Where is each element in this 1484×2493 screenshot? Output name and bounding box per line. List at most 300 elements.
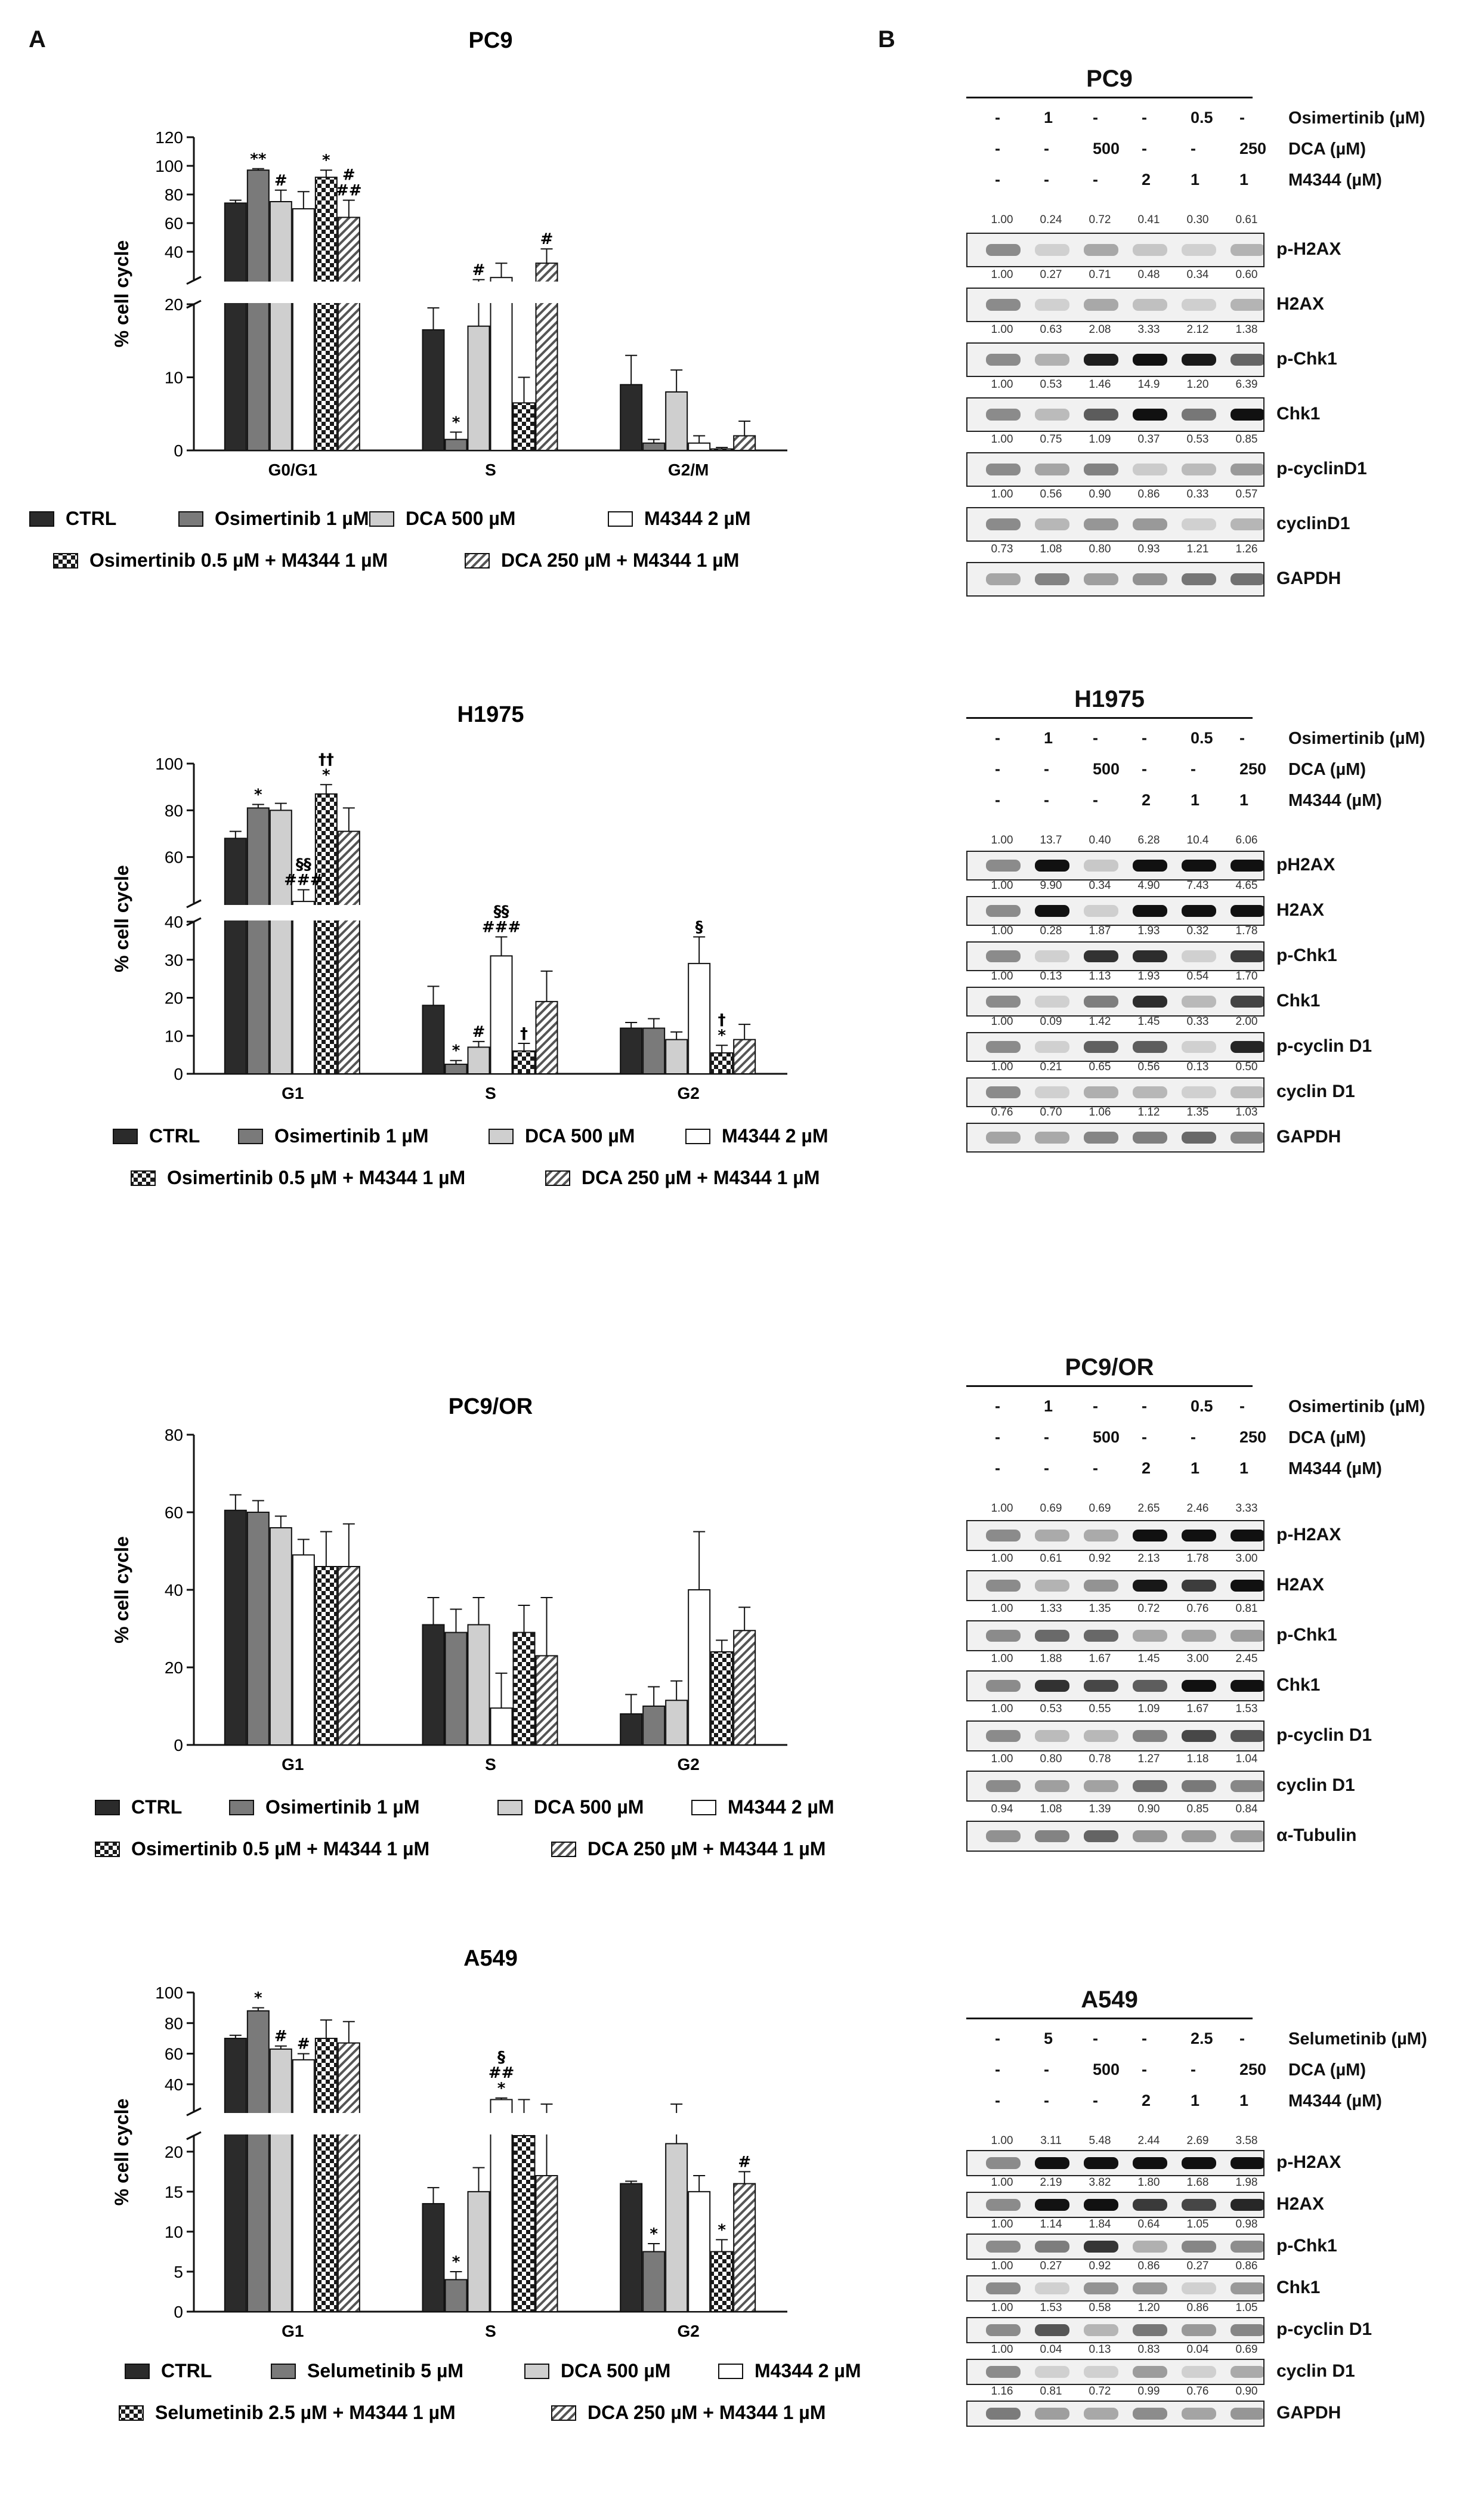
y-tick-label: 20 xyxy=(164,295,183,314)
y-tick-label: 20 xyxy=(164,988,183,1008)
legend-label: DCA 250 µM + M4344 1 µM xyxy=(588,2402,826,2423)
quantification-value: 1.00 xyxy=(991,2260,1013,2272)
blot-band xyxy=(986,905,1021,917)
treatment-name: Osimertinib (µM) xyxy=(1288,1397,1426,1416)
treatment-value: - xyxy=(1142,140,1147,157)
blot-band xyxy=(1182,996,1216,1008)
quantification-value: 1.16 xyxy=(991,2385,1013,2398)
treatment-value: 500 xyxy=(1093,760,1120,778)
treatment-value: - xyxy=(1191,1428,1196,1446)
blot-band xyxy=(986,573,1021,585)
bar-chart-2 xyxy=(95,1394,834,1859)
blot-title-underline xyxy=(966,1385,1253,1387)
significance-marker: # xyxy=(738,2153,752,2171)
bar xyxy=(734,1630,755,1745)
blot-band xyxy=(986,1580,1021,1592)
quantification-value: 0.27 xyxy=(1186,2260,1209,2272)
significance-marker: * xyxy=(718,1027,726,1045)
treatment-value: - xyxy=(995,140,1000,157)
blot-band xyxy=(1084,860,1118,872)
legend-label: Osimertinib 1 µM xyxy=(265,1796,420,1818)
blot-title: PC9 xyxy=(1086,66,1133,92)
bar xyxy=(620,385,642,450)
quantification-value: 1.05 xyxy=(1235,2302,1258,2314)
treatment-name: M4344 (µM) xyxy=(1288,2092,1382,2111)
bar xyxy=(734,2183,755,2312)
treatment-value: - xyxy=(1239,1397,1245,1415)
legend-swatch xyxy=(179,512,203,526)
blot-band xyxy=(1182,2241,1216,2253)
quantification-value: 1.00 xyxy=(991,2218,1013,2231)
y-tick-label: 80 xyxy=(164,2014,183,2033)
treatment-name: DCA (µM) xyxy=(1288,1428,1366,1447)
y-tick-label: 0 xyxy=(174,2303,183,2321)
significance-marker: # xyxy=(540,230,554,249)
treatment-value: - xyxy=(1191,140,1196,157)
legend-label: CTRL xyxy=(149,1125,200,1147)
y-tick-label: 0 xyxy=(174,441,183,460)
y-tick-label: 30 xyxy=(164,950,183,969)
quantification-value: 0.33 xyxy=(1186,1015,1209,1028)
treatment-value: 2.5 xyxy=(1191,2029,1213,2047)
quantification-value: 1.20 xyxy=(1137,2302,1160,2314)
bar xyxy=(338,832,360,1074)
blot-band xyxy=(986,1530,1021,1541)
quantification-value: 1.00 xyxy=(991,268,1013,281)
blot-band xyxy=(1035,860,1069,872)
blot-band xyxy=(1035,299,1069,311)
blot-band xyxy=(986,299,1021,311)
treatment-value: - xyxy=(995,171,1000,189)
quantification-value: 1.05 xyxy=(1186,2218,1209,2231)
blot-band xyxy=(986,409,1021,421)
treatment-name: DCA (µM) xyxy=(1288,140,1366,159)
blot-band xyxy=(1231,2324,1265,2336)
significance-marker: §§ xyxy=(295,855,311,874)
quantification-value: 0.98 xyxy=(1235,2218,1258,2231)
blot-band-strip xyxy=(966,1771,1265,1802)
blot-band xyxy=(1084,2366,1118,2378)
blot-band xyxy=(1231,1730,1265,1742)
quantification-value: 0.85 xyxy=(1235,433,1258,446)
quantification-value: 1.00 xyxy=(991,2176,1013,2189)
quantification-value: 1.00 xyxy=(991,488,1013,501)
bar xyxy=(688,2192,710,2312)
quantification-value: 9.90 xyxy=(1040,879,1062,892)
bar xyxy=(491,277,512,450)
significance-marker: * xyxy=(650,2225,658,2244)
quantification-value: 1.93 xyxy=(1137,970,1160,983)
quantification-value: 14.9 xyxy=(1137,378,1160,391)
quantification-value: 6.06 xyxy=(1235,834,1258,847)
treatment-value: - xyxy=(1142,2029,1147,2047)
blot-band-strip xyxy=(966,2192,1265,2218)
protein-label: H2AX xyxy=(1276,294,1325,314)
y-tick-label: 10 xyxy=(164,368,183,387)
treatment-name: Osimertinib (µM) xyxy=(1288,109,1426,128)
treatment-value: - xyxy=(995,2029,1000,2047)
blot-title-underline xyxy=(966,2018,1253,2019)
bar xyxy=(316,794,337,1074)
significance-marker: §§ xyxy=(493,903,509,921)
quantification-value: 1.38 xyxy=(1235,323,1258,336)
blot-band xyxy=(1084,950,1118,962)
blot-title-underline xyxy=(966,97,1253,98)
significance-marker: † xyxy=(718,1011,726,1030)
quantification-value: 0.90 xyxy=(1137,1803,1160,1815)
quantification-value: 2.69 xyxy=(1186,2134,1209,2147)
blot-band xyxy=(1133,2408,1167,2420)
quantification-value: 1.00 xyxy=(991,323,1013,336)
quantification-value: 1.00 xyxy=(991,2134,1013,2147)
blot-band xyxy=(986,1680,1021,1692)
quantification-value: 0.86 xyxy=(1137,2260,1160,2272)
quantification-value: 1.26 xyxy=(1235,543,1258,555)
quantification-value: 0.76 xyxy=(1186,1602,1209,1615)
bar xyxy=(620,2183,642,2312)
y-tick-label: 80 xyxy=(164,186,183,204)
legend-label: CTRL xyxy=(131,1796,183,1818)
bar xyxy=(711,449,732,450)
treatment-value: - xyxy=(1093,1397,1098,1415)
blot-band xyxy=(1182,1580,1216,1592)
blot-band xyxy=(1084,2324,1118,2336)
blot-band xyxy=(1231,2408,1265,2420)
significance-marker: # xyxy=(472,1022,486,1041)
quantification-value: 0.54 xyxy=(1186,970,1209,983)
quantification-value: 1.88 xyxy=(1040,1652,1062,1665)
quantification-value: 2.12 xyxy=(1186,323,1209,336)
quantification-value: 0.80 xyxy=(1040,1753,1062,1765)
blot-band xyxy=(1231,860,1265,872)
blot-band xyxy=(1231,299,1265,311)
treatment-value: 500 xyxy=(1093,1428,1120,1446)
blot-band xyxy=(1035,1680,1069,1692)
legend-swatch xyxy=(113,1129,137,1144)
quantification-value: 1.13 xyxy=(1089,970,1111,983)
protein-label: α-Tubulin xyxy=(1276,1825,1357,1845)
legend-swatch xyxy=(525,2364,549,2378)
quantification-value: 1.42 xyxy=(1089,1015,1111,1028)
quantification-value: 1.00 xyxy=(991,1602,1013,1615)
quantification-value: 0.86 xyxy=(1235,2260,1258,2272)
blot-band xyxy=(1231,1086,1265,1098)
quantification-value: 0.86 xyxy=(1137,488,1160,501)
bar xyxy=(248,1512,269,1745)
quantification-value: 0.48 xyxy=(1137,268,1160,281)
chart-title: H1975 xyxy=(457,702,524,727)
bar xyxy=(536,1656,558,1746)
quantification-value: 0.61 xyxy=(1235,214,1258,226)
blot-band-strip xyxy=(966,1123,1265,1153)
chart-title: A549 xyxy=(463,1946,518,1971)
blot-band xyxy=(1182,2366,1216,2378)
blot-band-strip xyxy=(966,233,1265,267)
blot-band-strip xyxy=(966,288,1265,322)
blot-band xyxy=(1231,2282,1265,2294)
treatment-value: 0.5 xyxy=(1191,729,1213,747)
significance-marker: ### xyxy=(481,918,521,937)
protein-label: Chk1 xyxy=(1276,2278,1321,2297)
quantification-value: 1.03 xyxy=(1235,1106,1258,1119)
quantification-value: 1.53 xyxy=(1040,2302,1062,2314)
quantification-value: 2.44 xyxy=(1137,2134,1160,2147)
significance-marker: * xyxy=(322,152,330,170)
blot-band xyxy=(1035,1132,1069,1144)
treatment-value: 500 xyxy=(1093,140,1120,157)
blot-band xyxy=(1084,1530,1118,1541)
legend-label: DCA 250 µM + M4344 1 µM xyxy=(501,549,740,571)
blot-band-strip xyxy=(966,1670,1265,1701)
blot-band xyxy=(986,464,1021,475)
quantification-value: 0.76 xyxy=(1186,2385,1209,2398)
protein-label: p-cyclin D1 xyxy=(1276,2319,1372,2339)
blot-band xyxy=(1084,464,1118,475)
blot-band-strip xyxy=(966,1032,1265,1062)
treatment-value: - xyxy=(995,109,1000,126)
quantification-value: 0.72 xyxy=(1089,2385,1111,2398)
y-tick-label: 60 xyxy=(164,1503,183,1522)
significance-marker: § xyxy=(695,918,703,937)
quantification-value: 7.43 xyxy=(1186,879,1209,892)
bar xyxy=(666,1700,687,1745)
bar xyxy=(423,330,444,450)
quantification-value: 2.65 xyxy=(1137,1502,1160,1515)
blot-band xyxy=(1035,1830,1069,1842)
blot-band xyxy=(986,1086,1021,1098)
blot-band xyxy=(1035,1086,1069,1098)
protein-label: cyclinD1 xyxy=(1276,514,1350,533)
protein-label: GAPDH xyxy=(1276,1127,1341,1147)
bar xyxy=(248,808,269,1074)
y-tick-label: 0 xyxy=(174,1736,183,1754)
x-tick-label: G0/G1 xyxy=(268,461,318,479)
bar xyxy=(514,2136,535,2312)
quantification-value: 0.61 xyxy=(1040,1552,1062,1565)
protein-label: GAPDH xyxy=(1276,569,1341,588)
legend-label: M4344 2 µM xyxy=(644,508,751,529)
quantification-value: 0.33 xyxy=(1186,488,1209,501)
blot-band xyxy=(1133,2199,1167,2211)
treatment-value: - xyxy=(1239,729,1245,747)
quantification-value: 1.35 xyxy=(1089,1602,1111,1615)
protein-label: p-H2AX xyxy=(1276,2152,1341,2172)
y-tick-label: 40 xyxy=(164,913,183,931)
y-tick-label: 60 xyxy=(164,214,183,233)
bar xyxy=(468,1047,490,1074)
protein-label: cyclin D1 xyxy=(1276,2361,1355,2381)
quantification-value: 0.30 xyxy=(1186,214,1209,226)
quantification-value: 6.39 xyxy=(1235,378,1258,391)
blot-band-strip xyxy=(966,507,1265,542)
blot-band-strip xyxy=(966,2150,1265,2176)
quantification-value: 1.00 xyxy=(991,925,1013,937)
chart-title: PC9 xyxy=(468,28,513,53)
quantification-value: 0.60 xyxy=(1235,268,1258,281)
quantification-value: 0.90 xyxy=(1235,2385,1258,2398)
treatment-value: - xyxy=(1142,1428,1147,1446)
legend-label: CTRL xyxy=(161,2360,212,2381)
blot-band xyxy=(1231,573,1265,585)
quantification-value: 0.63 xyxy=(1040,323,1062,336)
treatment-value: - xyxy=(995,2092,1000,2109)
bar xyxy=(711,1652,732,1745)
blot-band xyxy=(1035,2241,1069,2253)
blot-band xyxy=(986,1630,1021,1642)
quantification-value: 1.21 xyxy=(1186,543,1209,555)
quantification-value: 1.00 xyxy=(991,1502,1013,1515)
treatment-value: 250 xyxy=(1239,140,1267,157)
blot-band xyxy=(1035,2408,1069,2420)
quantification-value: 2.00 xyxy=(1235,1015,1258,1028)
treatment-value: 1 xyxy=(1191,1459,1200,1477)
legend-swatch xyxy=(239,1129,262,1144)
bar xyxy=(338,2043,360,2312)
blot-band xyxy=(1182,1730,1216,1742)
protein-label: H2AX xyxy=(1276,900,1325,920)
quantification-value: 5.48 xyxy=(1089,2134,1111,2147)
treatment-value: 5 xyxy=(1044,2029,1053,2047)
blot-band xyxy=(1035,2366,1069,2378)
blot-band xyxy=(1231,409,1265,421)
blot-band xyxy=(1084,1580,1118,1592)
blot-band xyxy=(1133,2241,1167,2253)
axis-break-gap xyxy=(186,282,791,303)
quantification-value: 0.13 xyxy=(1040,970,1062,983)
blot-band xyxy=(1231,2199,1265,2211)
blot-band xyxy=(1182,299,1216,311)
significance-marker: †† xyxy=(318,750,334,769)
quantification-value: 0.85 xyxy=(1186,1803,1209,1815)
treatment-value: 1 xyxy=(1044,109,1053,126)
blot-band xyxy=(1231,518,1265,530)
significance-marker: * xyxy=(254,786,262,804)
blot-band xyxy=(1133,299,1167,311)
blot-band xyxy=(1231,244,1265,256)
blot-band xyxy=(1035,2157,1069,2169)
legend-swatch xyxy=(608,512,632,526)
blot-band xyxy=(1035,996,1069,1008)
blot-band xyxy=(1182,2324,1216,2336)
blot-band-strip xyxy=(966,2359,1265,2385)
blot-band xyxy=(1133,1041,1167,1053)
quantification-value: 1.00 xyxy=(991,834,1013,847)
quantification-value: 1.70 xyxy=(1235,970,1258,983)
quantification-value: 0.71 xyxy=(1089,268,1111,281)
protein-label: pH2AX xyxy=(1276,855,1335,875)
bar xyxy=(468,2192,490,2312)
blot-band xyxy=(1035,2199,1069,2211)
blot-band xyxy=(1182,1680,1216,1692)
quantification-value: 1.35 xyxy=(1186,1106,1209,1119)
blot-band xyxy=(1133,1086,1167,1098)
quantification-value: 0.24 xyxy=(1040,214,1062,226)
treatment-value: 2 xyxy=(1142,1459,1151,1477)
bar xyxy=(225,1510,246,1745)
blot-band xyxy=(1035,950,1069,962)
significance-marker: # xyxy=(342,166,355,184)
blot-band xyxy=(986,1830,1021,1842)
protein-label: Chk1 xyxy=(1276,991,1321,1011)
x-tick-label: G1 xyxy=(282,2322,304,2340)
blot-band xyxy=(1182,518,1216,530)
x-tick-label: G1 xyxy=(282,1755,304,1774)
y-axis-label: % cell cycle xyxy=(111,2098,132,2206)
quantification-value: 0.57 xyxy=(1235,488,1258,501)
x-tick-label: G2 xyxy=(677,2322,700,2340)
quantification-value: 1.00 xyxy=(991,1753,1013,1765)
blot-band xyxy=(1133,1630,1167,1642)
quantification-value: 1.06 xyxy=(1089,1106,1111,1119)
bar xyxy=(536,2176,558,2312)
bar xyxy=(666,1040,687,1074)
blot-band xyxy=(1084,1086,1118,1098)
blot-band xyxy=(1231,1132,1265,1144)
quantification-value: 0.69 xyxy=(1089,1502,1111,1515)
treatment-value: - xyxy=(1093,109,1098,126)
quantification-value: 0.81 xyxy=(1040,2385,1062,2398)
legend-label: Osimertinib 0.5 µM + M4344 1 µM xyxy=(89,549,388,571)
legend-swatch xyxy=(489,1129,513,1144)
significance-marker: * xyxy=(322,766,330,784)
blot-band xyxy=(1035,244,1069,256)
blot-band xyxy=(1231,950,1265,962)
bar xyxy=(643,1706,664,1745)
blot-band xyxy=(1182,2408,1216,2420)
bar xyxy=(468,326,490,450)
blot-band xyxy=(1182,905,1216,917)
quantification-value: 0.72 xyxy=(1137,1602,1160,1615)
quantification-value: 0.84 xyxy=(1235,1803,1258,1815)
quantification-value: 0.13 xyxy=(1089,2343,1111,2356)
blot-band xyxy=(1133,1830,1167,1842)
bar xyxy=(270,2049,292,2312)
bar xyxy=(491,1708,512,1745)
blot-band xyxy=(1084,573,1118,585)
legend-label: DCA 500 µM xyxy=(534,1796,644,1818)
blot-band-strip xyxy=(966,562,1265,597)
blot-band xyxy=(1133,518,1167,530)
protein-label: Chk1 xyxy=(1276,404,1321,424)
y-tick-label: 15 xyxy=(164,2182,183,2201)
quantification-value: 1.87 xyxy=(1089,925,1111,937)
protein-label: Chk1 xyxy=(1276,1675,1321,1695)
bar xyxy=(446,1633,467,1746)
quantification-value: 0.69 xyxy=(1040,1502,1062,1515)
quantification-value: 0.27 xyxy=(1040,268,1062,281)
blot-band xyxy=(1182,1086,1216,1098)
bar xyxy=(225,203,246,450)
quantification-value: 0.21 xyxy=(1040,1061,1062,1073)
bar xyxy=(293,209,314,450)
blot-band xyxy=(1084,1780,1118,1792)
blot-band xyxy=(1231,1680,1265,1692)
legend-label: DCA 500 µM xyxy=(525,1125,635,1147)
quantification-value: 1.67 xyxy=(1186,1703,1209,1715)
blot-band-strip xyxy=(966,941,1265,971)
quantification-value: 0.92 xyxy=(1089,1552,1111,1565)
blot-band xyxy=(986,1730,1021,1742)
blot-band xyxy=(1182,1780,1216,1792)
treatment-name: M4344 (µM) xyxy=(1288,171,1382,190)
treatment-value: - xyxy=(1044,1459,1049,1477)
quantification-value: 1.00 xyxy=(991,2302,1013,2314)
legend-swatch xyxy=(230,1800,253,1815)
blot-band xyxy=(1231,1530,1265,1541)
protein-label: p-Chk1 xyxy=(1276,1625,1337,1645)
quantification-value: 0.64 xyxy=(1137,2218,1160,2231)
quantification-value: 0.58 xyxy=(1089,2302,1111,2314)
